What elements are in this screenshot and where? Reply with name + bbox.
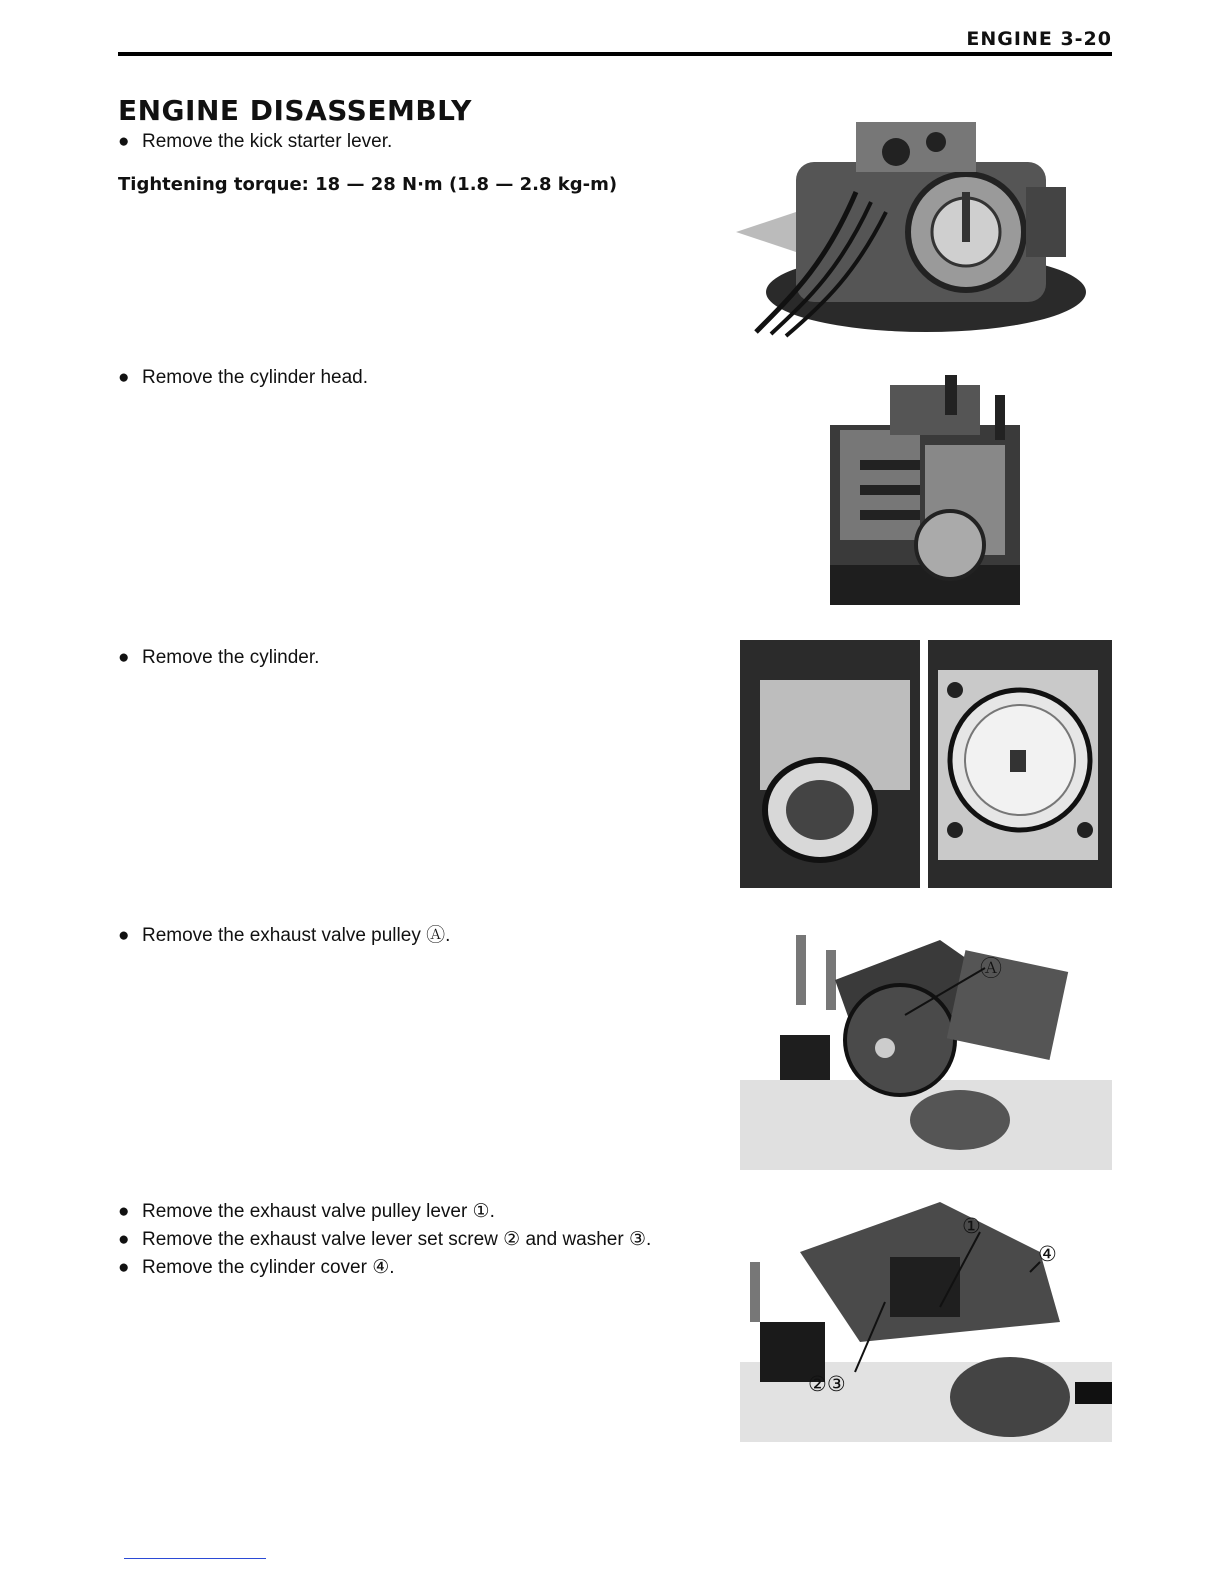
- bullet-icon: ●: [118, 367, 130, 388]
- step-cylinder-head: ● Remove the cylinder head.: [118, 367, 369, 388]
- step-cylinder: ● Remove the cylinder.: [118, 647, 320, 668]
- torque-spec: Tightening torque: 18 — 28 N·m (1.8 — 2.8 kg-m): [118, 174, 618, 195]
- footer-link-underline: [124, 1558, 266, 1559]
- callout-screw-washer: ②③: [808, 1372, 846, 1396]
- bullet-icon: ●: [118, 131, 130, 152]
- step-pulley-lever: ● Remove the exhaust valve pulley lever ①.: [118, 1201, 495, 1222]
- page-header-label: ENGINE 3-20: [966, 28, 1112, 50]
- bullet-icon: ●: [118, 1201, 130, 1222]
- callout-lever: ①: [962, 1214, 981, 1238]
- cylinder-removal-illustration: [740, 640, 1112, 888]
- header-rule: [118, 52, 1112, 56]
- engine-illustration: [736, 92, 1090, 340]
- exhaust-pulley-illustration: [740, 920, 1112, 1170]
- photo-exhaust-valve-pulley: [740, 920, 1112, 1170]
- bullet-icon: ●: [118, 925, 130, 946]
- photo-engine-kick-starter: [736, 92, 1090, 340]
- photo-cylinder-removal: [740, 640, 1112, 888]
- photo-cylinder-head: [740, 370, 1112, 618]
- bullet-icon: ●: [118, 647, 130, 668]
- step-lever-set-screw: ● Remove the exhaust valve lever set screw ② and washer ③.: [118, 1229, 652, 1250]
- callout-pulley: Ⓐ: [980, 957, 1003, 982]
- cylinder-cover-illustration: [740, 1192, 1112, 1442]
- cylinder-head-illustration: [740, 370, 1112, 618]
- bullet-icon: ●: [118, 1257, 130, 1278]
- photo-cylinder-cover: [740, 1192, 1112, 1442]
- section-title: ENGINE DISASSEMBLY: [118, 94, 472, 127]
- step-exhaust-valve-pulley: ● Remove the exhaust valve pulley Ⓐ.: [118, 925, 451, 946]
- bullet-icon: ●: [118, 1229, 130, 1250]
- callout-cover: ④: [1038, 1242, 1057, 1266]
- step-cylinder-cover: ● Remove the cylinder cover ④.: [118, 1257, 395, 1278]
- step-kick-starter-lever: ● Remove the kick starter lever.: [118, 131, 393, 152]
